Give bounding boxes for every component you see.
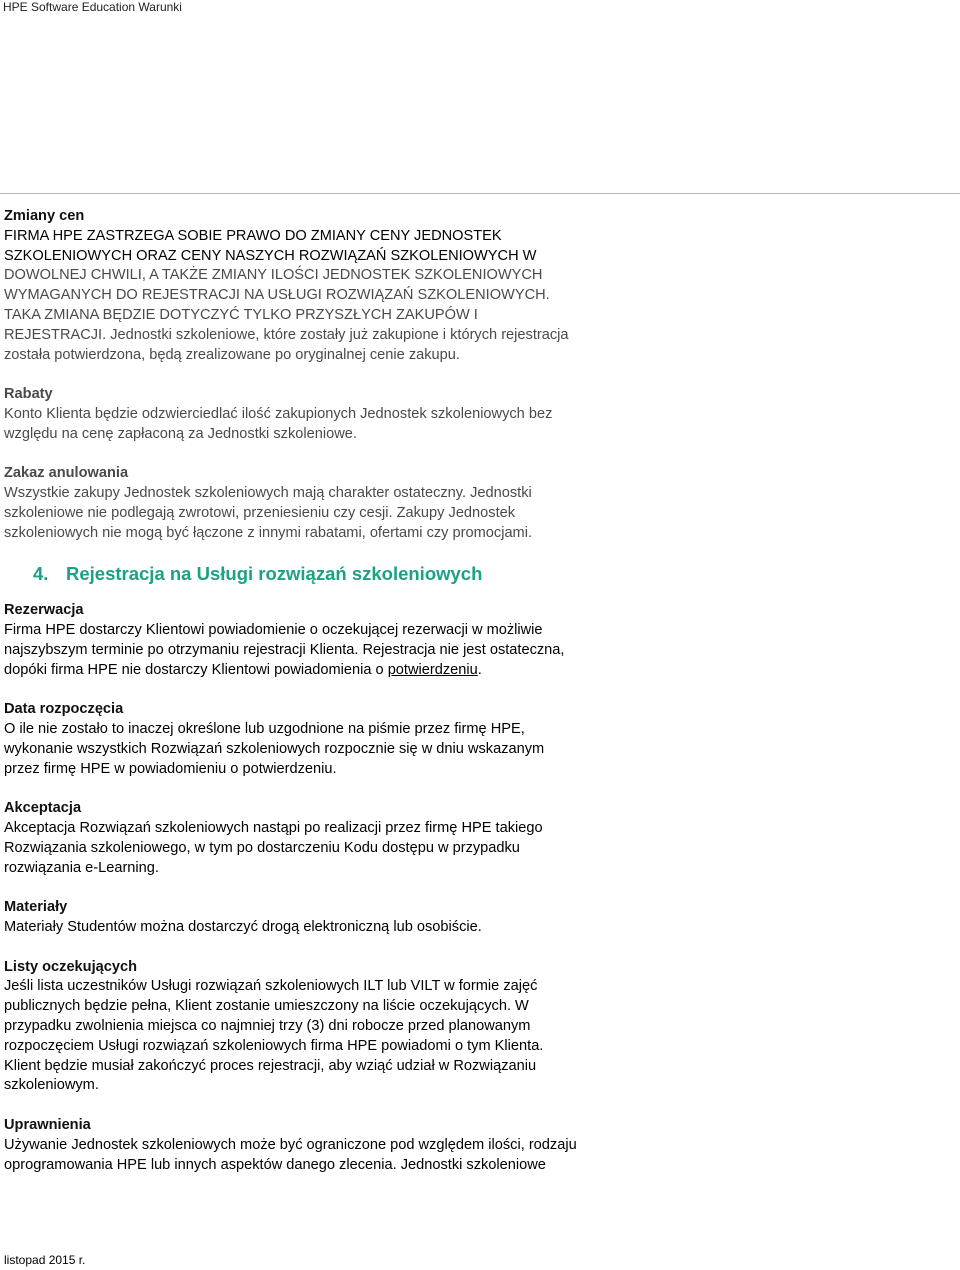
paragraph-line: szkoleniowych nie mogą być łączone z innymi rabatami, ofertami czy promocjami.	[4, 524, 533, 541]
text-span: REJESTRACJI.	[4, 326, 107, 343]
document-body	[4, 207, 644, 1195]
section-rabaty	[4, 385, 644, 444]
paragraph-line: najszybszym terminie po otrzymaniu rejestracji Klienta. Rejestracja nie jest ostateczna,	[4, 641, 565, 658]
paragraph-line: DOWOLNEJ CHWILI, A TAKŻE ZMIANY ILOŚCI JEDNOSTEK SZKOLENIOWYCH	[4, 267, 543, 284]
underlined-term: potwierdzeniu	[387, 661, 478, 678]
section-title-zakaz-anulowania: Zakaz anulowania	[4, 465, 129, 482]
paragraph-line: O ile nie zostało to inaczej określone lub uzgodnione na piśmie przez firmę HPE,	[4, 721, 525, 738]
section-materialy	[4, 898, 644, 938]
header-divider	[0, 193, 960, 194]
paragraph-line: Firma HPE dostarczy Klientowi powiadomienie o oczekującej rezerwacji w możliwie	[4, 622, 543, 639]
section-akceptacja	[4, 799, 644, 878]
section-rezerwacja	[4, 601, 644, 680]
paragraph-line: szkoleniowe nie podlegają zwrotowi, przeniesieniu czy cesji. Zakupy Jednostek	[4, 504, 516, 521]
paragraph-line: szkoleniowym.	[4, 1077, 99, 1094]
paragraph-line: Używanie Jednostek szkoleniowych może być ograniczone pod względem ilości, rodzaju	[4, 1136, 577, 1153]
paragraph-line: Klient będzie musiał zakończyć proces rejestracji, aby wziąć udział w Rozwiązaniu	[4, 1057, 537, 1074]
section-zmiany-cen	[4, 207, 644, 365]
section-title-akceptacja: Akceptacja	[4, 800, 82, 817]
text-span: Jednostki szkoleniowe, które zostały już zakupione i których rejestracja	[106, 326, 569, 343]
paragraph-line	[4, 661, 644, 681]
paragraph-line: Jeśli lista uczestników Usługi rozwiązań szkoleniowych ILT lub VILT w formie zajęć	[4, 978, 538, 995]
section-listy-oczekujacych	[4, 958, 644, 1097]
page-footer-date: listopad 2015 r.	[4, 1253, 86, 1267]
paragraph-line: publicznych będzie pełna, Klient zostanie umieszczony na liście oczekujących. W	[4, 998, 529, 1015]
paragraph-line: względu na cenę zapłaconą za Jednostki szkoleniowe.	[4, 425, 357, 442]
section-title-zmiany-cen: Zmiany cen	[4, 208, 85, 224]
page-header: HPE Software Education Warunki	[3, 0, 182, 14]
paragraph-line: WYMAGANYCH DO REJESTRACJI NA USŁUGI ROZWIĄZAŃ SZKOLENIOWYCH.	[4, 287, 550, 304]
chapter-heading	[4, 563, 644, 585]
section-title-rabaty: Rabaty	[4, 386, 53, 403]
paragraph-line: wykonanie wszystkich Rozwiązań szkoleniowych rozpocznie się w dniu wskazanym	[4, 740, 545, 757]
paragraph-line: Rozwiązania szkoleniowego, w tym po dostarczeniu Kodu dostępu w przypadku	[4, 839, 520, 856]
paragraph-line: Akceptacja Rozwiązań szkoleniowych nastąpi po realizacji przez firmę HPE takiego	[4, 820, 543, 837]
paragraph-line: rozpoczęciem Usługi rozwiązań szkoleniowych firma HPE powiadomi o tym Klienta.	[4, 1037, 544, 1054]
paragraph-line: przypadku zwolnienia miejsca co najmniej trzy (3) dni robocze przed planowanym	[4, 1018, 531, 1035]
section-zakaz-anulowania	[4, 464, 644, 543]
paragraph-line: została potwierdzona, będą zrealizowane po oryginalnej cenie zakupu.	[4, 346, 460, 363]
section-title-materialy: Materiały	[4, 899, 68, 916]
paragraph-line: TAKA ZMIANA BĘDZIE DOTYCZYĆ TYLKO PRZYSZŁYCH ZAKUPÓW I	[4, 306, 478, 323]
section-title-listy-oczekujacych: Listy oczekujących	[4, 958, 138, 975]
text-span: dopóki firma HPE nie dostarczy Klientowi powiadomienia o	[4, 661, 388, 678]
paragraph-line: oprogramowania HPE lub innych aspektów danego zlecenia. Jednostki szkoleniowe	[4, 1156, 546, 1173]
chapter-number: 4.	[33, 563, 49, 585]
paragraph-line: SZKOLENIOWYCH ORAZ CENY NASZYCH ROZWIĄZAŃ SZKOLENIOWYCH W	[4, 247, 537, 264]
paragraph-line: FIRMA HPE ZASTRZEGA SOBIE PRAWO DO ZMIANY CENY JEDNOSTEK	[4, 227, 502, 244]
paragraph-line: Materiały Studentów można dostarczyć drogą elektroniczną lub osobiście.	[4, 919, 482, 936]
chapter-title: Rejestracja na Usługi rozwiązań szkoleniowych	[66, 563, 483, 585]
paragraph-line: przez firmę HPE w powiadomieniu o potwierdzeniu.	[4, 760, 337, 777]
paragraph-line: Wszystkie zakupy Jednostek szkoleniowych mają charakter ostateczny. Jednostki	[4, 485, 532, 502]
section-title-rezerwacja: Rezerwacja	[4, 602, 84, 619]
paragraph-line	[4, 326, 644, 346]
section-title-data-rozpoczecia: Data rozpoczęcia	[4, 701, 124, 718]
section-uprawnienia	[4, 1116, 644, 1175]
text-span: .	[477, 661, 482, 678]
section-data-rozpoczecia	[4, 700, 644, 779]
section-title-uprawnienia: Uprawnienia	[4, 1117, 91, 1134]
paragraph-line: rozwiązania e-Learning.	[4, 859, 159, 876]
paragraph-line: Konto Klienta będzie odzwierciedlać ilość zakupionych Jednostek szkoleniowych bez	[4, 405, 553, 422]
